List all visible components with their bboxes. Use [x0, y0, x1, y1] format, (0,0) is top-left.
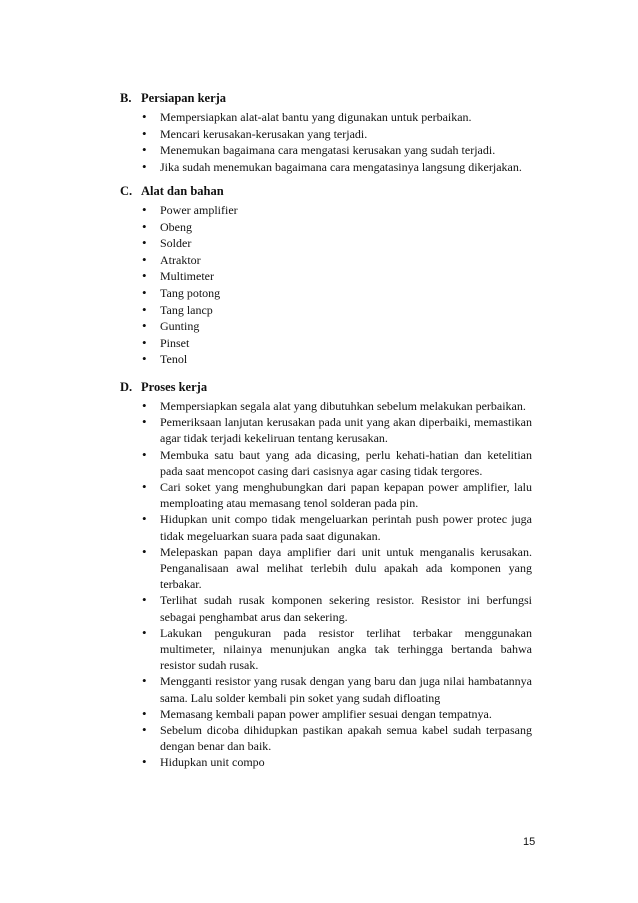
list-item: • Multimeter: [142, 268, 238, 285]
section-heading: [120, 91, 226, 106]
list-item: • Mempersiapkan alat-alat bantu yang digunakan untuk perbaikan.: [142, 109, 562, 126]
list-item: • Sebelum dicoba dihidupkan pastikan apakah semua kabel sudah terpasang dengan benar dan baik.: [142, 722, 532, 754]
list-item: • Obeng: [142, 219, 238, 236]
list-item: • Atraktor: [142, 252, 238, 269]
list-item: • Hidupkan unit compo: [142, 754, 532, 770]
list-item: • Mencari kerusakan-kerusakan yang terjadi.: [142, 126, 562, 143]
section-letter: D.: [120, 380, 133, 394]
list-item: • Gunting: [142, 318, 238, 335]
section-title: Proses kerja: [141, 380, 208, 394]
list-item: • Jika sudah menemukan bagaimana cara mengatasinya langsung dikerjakan.: [142, 159, 562, 176]
list-item: • Pinset: [142, 335, 238, 352]
page-number: 15: [523, 836, 536, 848]
list-item: • Pemeriksaan lanjutan kerusakan pada unit yang akan diperbaiki, memastikan agar tidak terjadi kekeliruan tentang kerusakan.: [142, 414, 532, 446]
list-item: • Tang potong: [142, 285, 238, 302]
list-item: • Terlihat sudah rusak komponen sekering resistor. Resistor ini berfungsi sebagai penghambat arus dan sekering.: [142, 592, 532, 624]
section-letter: B.: [120, 91, 132, 105]
list-item: • Menemukan bagaimana cara mengatasi kerusakan yang sudah terjadi.: [142, 142, 562, 159]
bullet-list: [142, 398, 532, 771]
section-letter: C.: [120, 184, 133, 198]
list-item: • Mempersiapkan segala alat yang dibutuhkan sebelum melakukan perbaikan.: [142, 398, 532, 414]
section-title: Alat dan bahan: [141, 184, 224, 198]
list-item: • Memasang kembali papan power amplifier sesuai dengan tempatnya.: [142, 706, 532, 722]
list-item: • Power amplifier: [142, 202, 238, 219]
list-item: • Melepaskan papan daya amplifier dari unit untuk menganalis kerusakan. Penganalisaan awal melihat terlebih dulu apakah ada komponen yang terbakar.: [142, 544, 532, 593]
list-item: • Mengganti resistor yang rusak dengan yang baru dan juga nilai hambatannya sama. Lalu solder kembali pin soket yang sudah difloating: [142, 673, 532, 705]
bullet-list: [142, 109, 562, 175]
section-heading: [120, 380, 207, 395]
list-item: • Membuka satu baut yang ada dicasing, perlu kehati-hatian dan ketelitian pada saat mencopot casing dari casisnya agar casing tidak tergores.: [142, 447, 532, 479]
list-item: • Hidupkan unit compo tidak mengeluarkan perintah push power protec juga tidak megeluarkan suara pada saat digunakan.: [142, 511, 532, 543]
list-item: • Tenol: [142, 351, 238, 368]
list-item: • Cari soket yang menghubungkan dari papan kepapan power amplifier, lalu memploating atau memasang tenol solderan pada pin.: [142, 479, 532, 511]
list-item: • Lakukan pengukuran pada resistor terlihat terbakar menggunakan multimeter, nilainya menunjukan angka tak terhingga bertanda bahwa resistor sudah rusak.: [142, 625, 532, 674]
bullet-list: [142, 202, 238, 368]
section-heading: [120, 184, 224, 199]
section-title: Persiapan kerja: [141, 91, 227, 105]
list-item: • Solder: [142, 235, 238, 252]
list-item: • Tang lancp: [142, 302, 238, 319]
